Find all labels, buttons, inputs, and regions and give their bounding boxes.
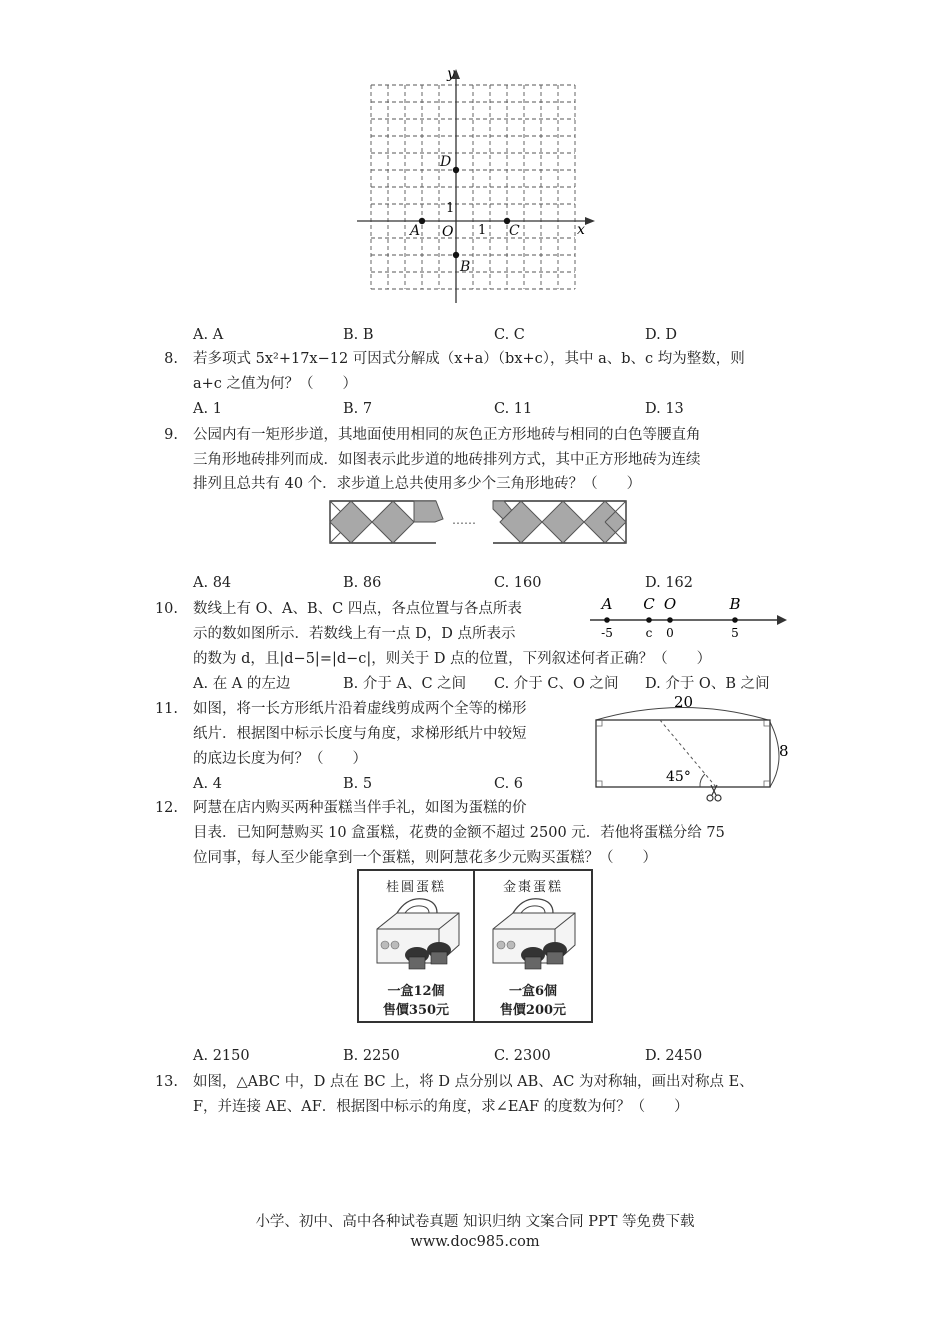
q8-line-2: a+c 之值为何？（ ） bbox=[193, 376, 358, 392]
grid-lines bbox=[371, 85, 575, 289]
rect-side-length: 8 bbox=[779, 742, 789, 760]
number-line-figure bbox=[585, 594, 795, 642]
q10-option-d[interactable]: D. 介于 O、B 之间 bbox=[645, 676, 770, 692]
number-line-value: c bbox=[645, 626, 653, 640]
q10-line-2: 示的数如图所示．若数线上有一点 D，D 点所表示 bbox=[193, 626, 516, 642]
number-line-point-a bbox=[604, 617, 610, 623]
q12-option-d[interactable]: D. 2450 bbox=[645, 1048, 703, 1064]
q11-option-b[interactable]: B. 5 bbox=[343, 776, 373, 792]
q9-option-d[interactable]: D. 162 bbox=[645, 575, 694, 591]
q10-number: 10. bbox=[154, 601, 178, 617]
q11-option-a[interactable]: A. 4 bbox=[193, 776, 222, 792]
y-axis-label: y bbox=[447, 66, 455, 82]
q13-number: 13. bbox=[154, 1074, 178, 1090]
axes bbox=[357, 69, 595, 303]
q11-line-2: 纸片．根据图中标示长度与角度，求梯形纸片中较短 bbox=[193, 726, 527, 742]
square-tile bbox=[542, 501, 584, 543]
number-line-label: C bbox=[643, 595, 655, 613]
cake-price-left: 售價350元 bbox=[382, 1003, 450, 1018]
number-line-point-c bbox=[646, 617, 652, 623]
cake-name-left: 桂圓蛋糕 bbox=[385, 880, 446, 895]
grid-point-d bbox=[453, 167, 459, 173]
grid-point-label: B bbox=[460, 259, 471, 275]
q9-option-c[interactable]: C. 160 bbox=[494, 575, 542, 591]
cake-price-right: 售價200元 bbox=[499, 1003, 567, 1018]
q10-line-1: 数线上有 O、A、B、C 四点，各点位置与各点所表 bbox=[193, 601, 522, 617]
coordinate-grid-figure bbox=[350, 62, 600, 312]
q10-line-3: 的数为 d，且|d−5|=|d−c|，则关于 D 点的位置，下列叙述何者正确？（ ） bbox=[193, 651, 712, 667]
tiles-right bbox=[493, 501, 626, 543]
q9-line-3: 排列且总共有 40 个．求步道上总共使用多少个三角形地砖？（ ） bbox=[193, 476, 642, 492]
grid-point-b bbox=[453, 252, 459, 258]
q9-number: 9. bbox=[164, 427, 178, 443]
q8-option-a[interactable]: A. 1 bbox=[193, 401, 222, 417]
number-line-points bbox=[600, 595, 741, 640]
square-tile bbox=[372, 501, 414, 543]
q9-line-2: 三角形地砖排列而成．如图表示此步道的地砖排列方式，其中正方形地砖为连续 bbox=[193, 452, 701, 468]
unit-y-label: 1 bbox=[446, 201, 455, 216]
number-line-value: 5 bbox=[731, 626, 739, 640]
footer-line-1: 小学、初中、高中各种试卷真题 知识归纳 文案合同 PPT 等免费下载 bbox=[255, 1214, 695, 1230]
q8-option-d[interactable]: D. 13 bbox=[645, 401, 684, 417]
tile-ellipsis: …… bbox=[452, 513, 476, 527]
q7-option-d[interactable]: D. D bbox=[645, 327, 677, 343]
tiles-left bbox=[330, 501, 443, 543]
q12-option-b[interactable]: B. 2250 bbox=[343, 1048, 400, 1064]
q11-number: 11. bbox=[154, 701, 178, 717]
q12-line-1: 阿慧在店内购买两种蛋糕当伴手礼，如图为蛋糕的价 bbox=[193, 800, 527, 816]
q8-option-b[interactable]: B. 7 bbox=[343, 401, 373, 417]
q9-option-b[interactable]: B. 86 bbox=[343, 575, 382, 591]
grid-point-label: D bbox=[440, 154, 452, 170]
q12-option-c[interactable]: C. 2300 bbox=[494, 1048, 551, 1064]
x-axis-label: x bbox=[577, 222, 585, 238]
grid-points bbox=[408, 154, 520, 275]
q10-option-a[interactable]: A. 在 A 的左边 bbox=[193, 676, 291, 692]
q11-line-1: 如图，将一长方形纸片沿着虚线剪成两个全等的梯形 bbox=[193, 701, 527, 717]
q9-option-a[interactable]: A. 84 bbox=[193, 575, 232, 591]
rectangle-cut-figure bbox=[588, 690, 798, 808]
tile-walkway-figure bbox=[328, 497, 628, 547]
q10-option-c[interactable]: C. 介于 C、O 之间 bbox=[494, 676, 619, 692]
q8-line-1: 若多项式 5x²+17x−12 可因式分解成（x+a）（bx+c），其中 a、b、c 均为整数，则 bbox=[193, 351, 745, 367]
cake-count-left: 一盒12個 bbox=[387, 984, 445, 999]
q8-number: 8. bbox=[164, 351, 178, 367]
unit-x-label: 1 bbox=[478, 223, 487, 238]
q11-line-3: 的底边长度为何？（ ） bbox=[193, 751, 367, 767]
rect-top-length: 20 bbox=[674, 693, 694, 711]
q13-line-2: F，并连接 AE、AF．根据图中标示的角度，求∠EAF 的度数为何？（ ） bbox=[193, 1099, 689, 1115]
number-line-value: -5 bbox=[601, 626, 613, 640]
q10-option-b[interactable]: B. 介于 A、C 之间 bbox=[343, 676, 467, 692]
q7-option-a[interactable]: A. A bbox=[193, 327, 224, 343]
cake-count-right: 一盒6個 bbox=[508, 984, 558, 999]
number-line-value: 0 bbox=[666, 626, 674, 640]
q12-option-a[interactable]: A. 2150 bbox=[193, 1048, 250, 1064]
q13-line-1: 如图，△ABC 中，D 点在 BC 上，将 D 点分别以 AB、AC 为对称轴，画出对称点 E、 bbox=[193, 1074, 754, 1090]
cake-box-icon bbox=[367, 895, 467, 973]
q11-option-c[interactable]: C. 6 bbox=[494, 776, 524, 792]
grid-point-label: C bbox=[509, 223, 520, 239]
number-line-point-o bbox=[667, 617, 673, 623]
q12-line-3: 位同事，每人至少能拿到一个蛋糕，则阿慧花多少元购买蛋糕？（ ） bbox=[193, 850, 657, 866]
cake-card-right bbox=[475, 871, 591, 1021]
cake-box-icon bbox=[483, 895, 583, 973]
rect-angle: 45° bbox=[666, 769, 691, 785]
origin-label: O bbox=[442, 224, 454, 240]
q7-option-c[interactable]: C. C bbox=[494, 327, 525, 343]
cake-card-left bbox=[359, 871, 475, 1021]
cake-name-right: 金棗蛋糕 bbox=[502, 880, 563, 895]
number-line-label: B bbox=[729, 595, 741, 613]
q12-number: 12. bbox=[154, 800, 178, 816]
q7-option-b[interactable]: B. B bbox=[343, 327, 374, 343]
number-line-label: A bbox=[601, 595, 613, 613]
q9-line-1: 公园内有一矩形步道，其地面使用相同的灰色正方形地砖与相同的白色等腰直角 bbox=[193, 427, 701, 443]
q8-option-c[interactable]: C. 11 bbox=[494, 401, 533, 417]
q12-line-2: 目表．已知阿慧购买 10 盒蛋糕，花费的金额不超过 2500 元．若他将蛋糕分给 75 bbox=[193, 825, 725, 841]
number-line-point-b bbox=[732, 617, 738, 623]
cake-price-table bbox=[357, 869, 593, 1023]
grid-point-label: A bbox=[410, 223, 421, 239]
footer-url[interactable]: www.doc985.com bbox=[410, 1234, 540, 1250]
number-line-label: O bbox=[663, 595, 677, 613]
